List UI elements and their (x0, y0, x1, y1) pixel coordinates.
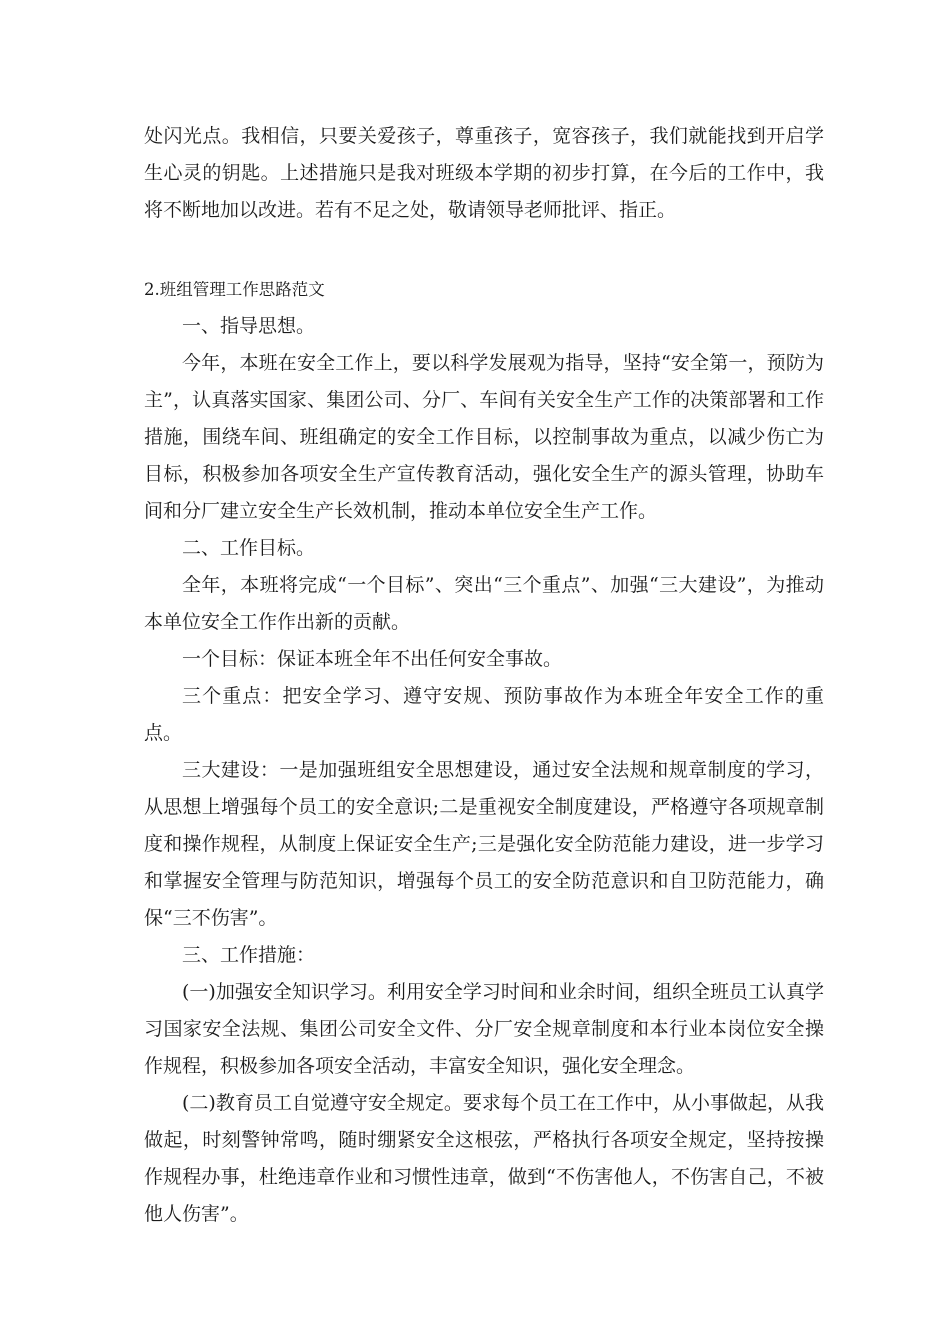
body-paragraph: (一)加强安全知识学习。利用安全学习时间和业余时间，组织全班员工认真学习国家安全法规、集团公司安全文件、分厂安全规章制度和本行业本岗位安全操作规程，积极参加各项安全活动，丰富安全知识，强化安全理念。 (144, 981, 824, 1077)
subheading-work-measures: 三、工作措施： (182, 944, 316, 966)
section-title: 2.班组管理工作思路范文 (144, 280, 325, 299)
body-paragraph: 一个目标：保证本班全年不出任何安全事故。 (182, 648, 563, 670)
body-paragraph: (二)教育员工自觉遵守安全规定。要求每个员工在工作中，从小事做起，从我做起，时刻警钟常鸣，随时绷紧安全这根弦，严格执行各项安全规定，坚持按操作规程办事，杜绝违章作业和习惯性违章，做到“不伤害他人，不伤害自己，不被他人伤害”。 (144, 1092, 824, 1225)
document-body (144, 118, 824, 1233)
body-paragraph: 今年，本班在安全工作上，要以科学发展观为指导，坚持“安全第一，预防为主”，认真落实国家、集团公司、分厂、车间有关安全生产工作的决策部署和工作措施，围绕车间、班组确定的安全工作目标，以控制事故为重点，以减少伤亡为目标，积极参加各项安全生产宣传教育活动，强化安全生产的源头管理，协助车间和分厂建立安全生产长效机制，推动本单位安全生产工作。 (144, 352, 824, 522)
subheading-guiding-ideology: 一、指导思想。 (182, 315, 316, 337)
body-paragraph: 三大建设：一是加强班组安全思想建设，通过安全法规和规章制度的学习，从思想上增强每个员工的安全意识;二是重视安全制度建设，严格遵守各项规章制度和操作规程，从制度上保证安全生产;三是强化安全防范能力建设，进一步学习和掌握安全管理与防范知识，增强每个员工的安全防范意识和自卫防范能力，确保“三不伤害”。 (144, 759, 824, 929)
continuation-paragraph: 处闪光点。我相信，只要关爱孩子，尊重孩子，宽容孩子，我们就能找到开启学生心灵的钥匙。上述措施只是我对班级本学期的初步打算，在今后的工作中，我将不断地加以改进。若有不足之处，敬请领导老师批评、指正。 (144, 125, 824, 221)
paragraph-gap (144, 229, 824, 271)
body-paragraph: 三个重点：把安全学习、遵守安规、预防事故作为本班全年安全工作的重点。 (144, 685, 824, 744)
body-paragraph: 全年，本班将完成“一个目标”、突出“三个重点”、加强“三大建设”，为推动本单位安全工作作出新的贡献。 (144, 574, 824, 633)
subheading-work-goals: 二、工作目标。 (182, 537, 316, 559)
